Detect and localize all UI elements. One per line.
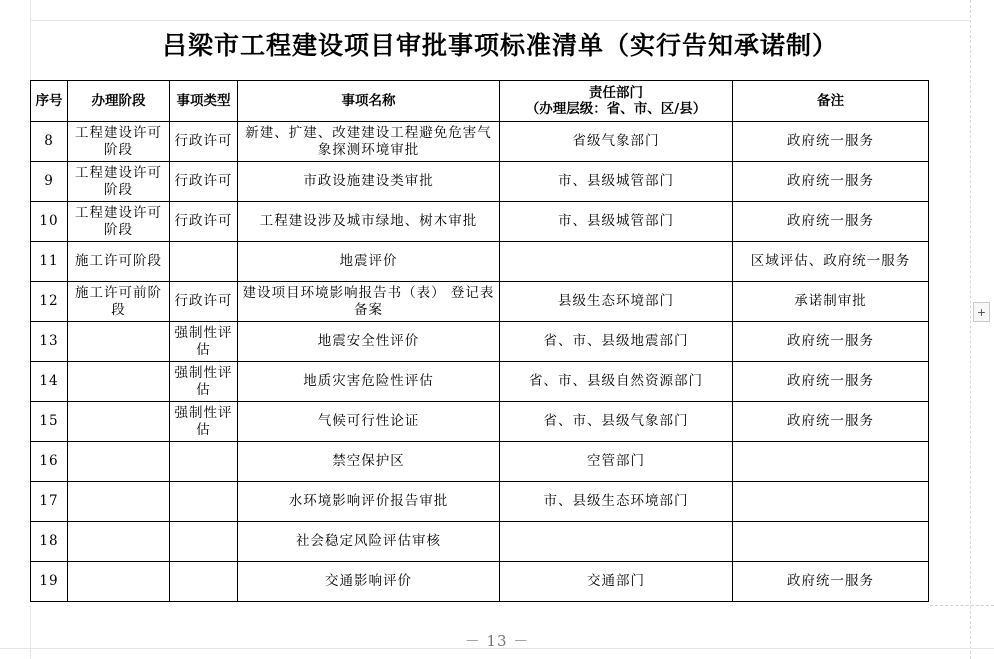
cell-remark: 政府统一服务 — [733, 402, 929, 442]
cell-dept: 市、县级城管部门 — [500, 202, 733, 242]
cell-name: 建设项目环境影响报告书（表） 登记表备案 — [238, 282, 500, 322]
cell-remark: 政府统一服务 — [733, 562, 929, 602]
cell-no: 16 — [31, 442, 68, 482]
cell-no: 18 — [31, 522, 68, 562]
cell-no: 14 — [31, 362, 68, 402]
table-row — [31, 202, 929, 242]
cell-name: 水环境影响评价报告审批 — [238, 482, 500, 522]
cell-type: 强制性评估 — [170, 362, 238, 402]
cell-no: 9 — [31, 162, 68, 202]
cell-name: 地震评价 — [238, 242, 500, 282]
cell-remark — [733, 482, 929, 522]
cell-stage: 施工许可阶段 — [68, 242, 170, 282]
cell-dept: 省、市、县级气象部门 — [500, 402, 733, 442]
page-number: － 13 － — [464, 632, 530, 650]
cell-no: 8 — [31, 122, 68, 162]
approval-matters-table — [30, 80, 929, 602]
table-row — [31, 282, 929, 322]
cell-type: 行政许可 — [170, 162, 238, 202]
cell-name: 地震安全性评价 — [238, 322, 500, 362]
cell-no: 15 — [31, 402, 68, 442]
cell-no: 12 — [31, 282, 68, 322]
cell-type — [170, 442, 238, 482]
cell-name: 新建、扩建、改建建设工程避免危害气象探测环境审批 — [238, 122, 500, 162]
cell-stage — [68, 522, 170, 562]
cell-no: 17 — [31, 482, 68, 522]
cell-no: 10 — [31, 202, 68, 242]
header-no: 序号 — [31, 81, 68, 122]
cell-type — [170, 482, 238, 522]
cell-dept: 县级生态环境部门 — [500, 282, 733, 322]
margin-guide-right — [970, 0, 971, 659]
cell-stage — [68, 442, 170, 482]
table-row — [31, 482, 929, 522]
table-row — [31, 122, 929, 162]
margin-guide-top — [30, 20, 970, 21]
cell-dept: 交通部门 — [500, 562, 733, 602]
cell-dept — [500, 242, 733, 282]
document-title: 吕梁市工程建设项目审批事项标准清单（实行告知承诺制） — [161, 31, 838, 60]
cell-type — [170, 522, 238, 562]
cell-stage: 工程建设许可阶段 — [68, 122, 170, 162]
cell-type — [170, 242, 238, 282]
cell-name: 气候可行性论证 — [238, 402, 500, 442]
cell-stage: 工程建设许可阶段 — [68, 202, 170, 242]
cell-stage — [68, 322, 170, 362]
cell-dept: 省级气象部门 — [500, 122, 733, 162]
cell-dept: 省、市、县级自然资源部门 — [500, 362, 733, 402]
cell-remark — [733, 522, 929, 562]
cell-dept: 市、县级城管部门 — [500, 162, 733, 202]
cell-type: 行政许可 — [170, 122, 238, 162]
table-header-row — [31, 81, 929, 122]
header-type: 事项类型 — [170, 81, 238, 122]
cell-remark — [733, 442, 929, 482]
cell-remark: 区域评估、政府统一服务 — [733, 242, 929, 282]
table-row — [31, 442, 929, 482]
cell-name: 社会稳定风险评估审核 — [238, 522, 500, 562]
cell-stage: 工程建设许可阶段 — [68, 162, 170, 202]
cell-name: 工程建设涉及城市绿地、树木审批 — [238, 202, 500, 242]
cell-name: 市政设施建设类审批 — [238, 162, 500, 202]
table-row — [31, 402, 929, 442]
header-remark: 备注 — [733, 81, 929, 122]
cell-remark: 政府统一服务 — [733, 362, 929, 402]
cell-remark: 政府统一服务 — [733, 162, 929, 202]
cell-no: 13 — [31, 322, 68, 362]
cell-no: 11 — [31, 242, 68, 282]
cell-type: 强制性评估 — [170, 322, 238, 362]
cell-stage — [68, 362, 170, 402]
table-row — [31, 242, 929, 282]
cell-dept: 市、县级生态环境部门 — [500, 482, 733, 522]
cell-no: 19 — [31, 562, 68, 602]
header-dept-line2: （办理层级：省、市、区/县） — [525, 101, 707, 117]
table-row — [31, 362, 929, 402]
table-body — [31, 122, 929, 602]
expand-button[interactable] — [973, 302, 990, 322]
cell-stage — [68, 562, 170, 602]
cell-dept — [500, 522, 733, 562]
cell-name: 地质灾害危险性评估 — [238, 362, 500, 402]
header-dept-line1: 责任部门 — [589, 85, 643, 101]
cell-dept: 空管部门 — [500, 442, 733, 482]
table-row — [31, 162, 929, 202]
cell-type: 强制性评估 — [170, 402, 238, 442]
plus-icon: + — [977, 304, 986, 320]
cell-type: 行政许可 — [170, 202, 238, 242]
cell-remark: 政府统一服务 — [733, 202, 929, 242]
cell-stage: 施工许可前阶段 — [68, 282, 170, 322]
table-row — [31, 322, 929, 362]
cell-type: 行政许可 — [170, 282, 238, 322]
header-stage: 办理阶段 — [68, 81, 170, 122]
table-row — [31, 522, 929, 562]
header-name: 事项名称 — [238, 81, 500, 122]
cell-name: 禁空保护区 — [238, 442, 500, 482]
table-row — [31, 562, 929, 602]
cell-remark: 政府统一服务 — [733, 322, 929, 362]
cell-dept: 省、市、县级地震部门 — [500, 322, 733, 362]
margin-guide-bottom-dash — [930, 605, 994, 606]
cell-type — [170, 562, 238, 602]
cell-name: 交通影响评价 — [238, 562, 500, 602]
header-dept — [500, 81, 733, 122]
cell-remark: 承诺制审批 — [733, 282, 929, 322]
cell-remark: 政府统一服务 — [733, 122, 929, 162]
cell-stage — [68, 402, 170, 442]
cell-stage — [68, 482, 170, 522]
